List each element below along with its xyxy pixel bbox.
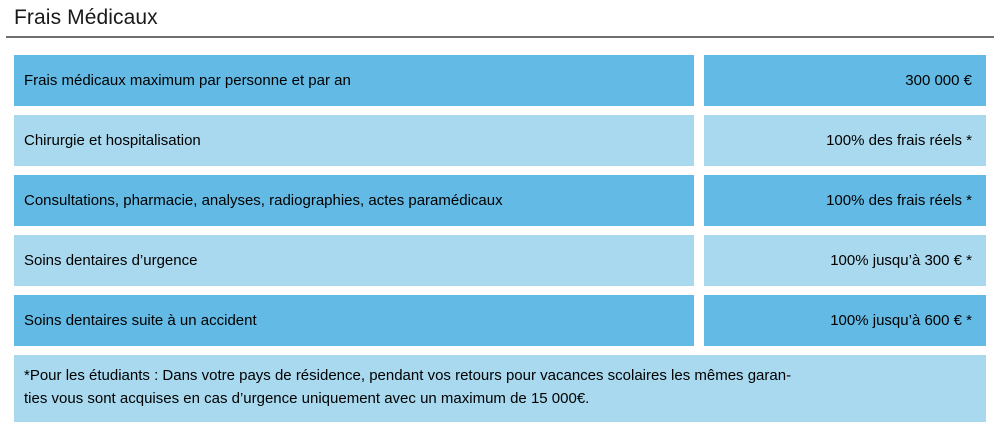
footnote-line-2: ties vous sont acquises en cas d’urgence uniquement avec un maximum de 15 000€. [24, 390, 590, 408]
row-gap [14, 166, 986, 175]
row-value: 100% des frais réels * [704, 115, 986, 166]
table-row [14, 55, 986, 106]
column-gap [694, 175, 704, 226]
footnote [14, 355, 986, 422]
footnote-line-1: *Pour les étudiants : Dans votre pays de résidence, pendant vos retours pour vacances scolaires les mêmes garan- [24, 367, 792, 384]
table-row [14, 295, 986, 346]
benefits-table [14, 55, 986, 355]
column-gap [694, 55, 704, 106]
row-gap [14, 226, 986, 235]
table-row [14, 175, 986, 226]
title-divider [6, 36, 994, 38]
row-label: Chirurgie et hospitalisation [14, 115, 694, 166]
row-label: Soins dentaires suite à un accident [14, 295, 694, 346]
row-gap [14, 106, 986, 115]
table-row [14, 235, 986, 286]
row-gap [14, 286, 986, 295]
column-gap [694, 295, 704, 346]
row-label: Consultations, pharmacie, analyses, radiographies, actes paramédicaux [14, 175, 694, 226]
row-value: 100% jusqu’à 300 € * [704, 235, 986, 286]
row-value: 100% des frais réels * [704, 175, 986, 226]
row-label: Frais médicaux maximum par personne et par an [14, 55, 694, 106]
page-title: Frais Médicaux [14, 6, 158, 29]
column-gap [694, 115, 704, 166]
row-value: 100% jusqu’à 600 € * [704, 295, 986, 346]
row-gap [14, 346, 986, 355]
column-gap [694, 235, 704, 286]
table-row [14, 115, 986, 166]
row-value: 300 000 € [704, 55, 986, 106]
row-label: Soins dentaires d’urgence [14, 235, 694, 286]
